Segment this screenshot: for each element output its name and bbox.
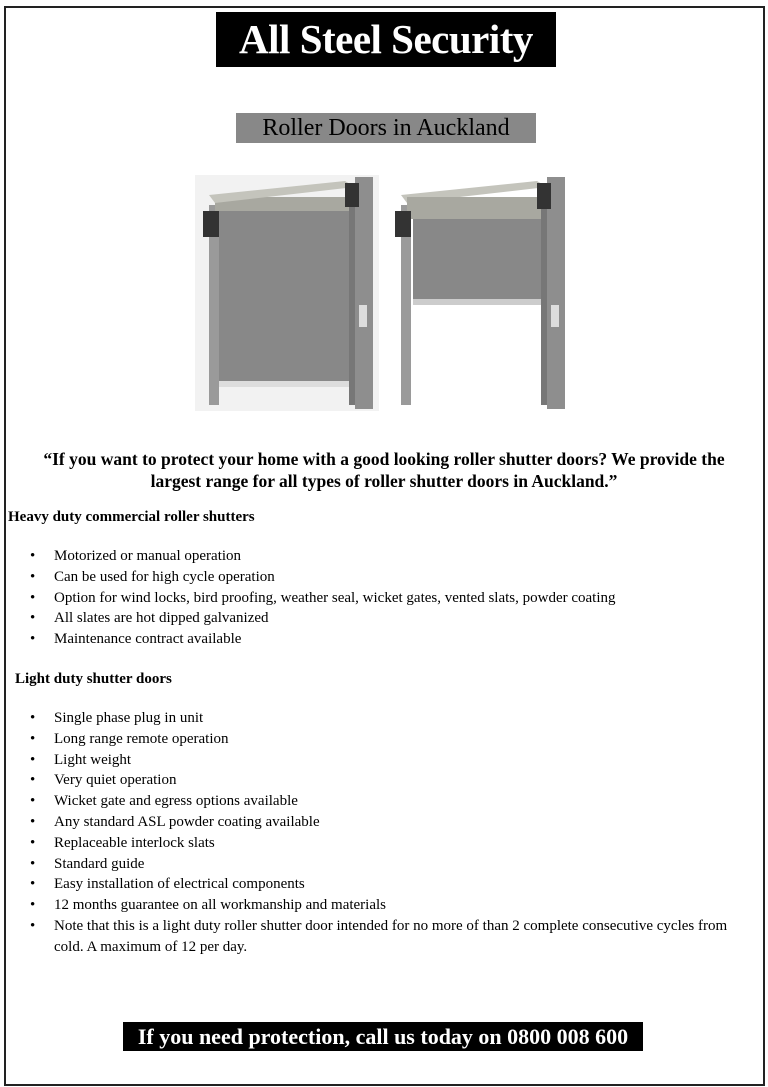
roller-door-open-image — [387, 175, 571, 411]
list-item: • Option for wind locks, bird proofing, weather seal, wicket gates, vented slats, powder coating — [30, 588, 734, 609]
list-item: • Long range remote operation — [30, 729, 734, 750]
list-item: • Motorized or manual operation — [30, 546, 734, 567]
list-item: • Single phase plug in unit — [30, 708, 734, 729]
list-item: • Wicket gate and egress options available — [30, 791, 734, 812]
light-duty-list — [30, 708, 734, 958]
heavy-duty-list — [30, 546, 734, 650]
page-title: All Steel Security — [216, 12, 556, 67]
page-subtitle: Roller Doors in Auckland — [236, 113, 536, 143]
list-item: • Any standard ASL powder coating available — [30, 812, 734, 833]
call-to-action-footer: If you need protection, call us today on 0800 008 600 — [123, 1022, 643, 1051]
list-item: • Note that this is a light duty roller shutter door intended for no more of than 2 complete consecutive cycles from cold. A maximum of 12 per day. — [30, 916, 734, 958]
list-item: • Can be used for high cycle operation — [30, 567, 734, 588]
list-item: • Standard guide — [30, 854, 734, 875]
list-item: • All slates are hot dipped galvanized — [30, 608, 734, 629]
list-item: • Replaceable interlock slats — [30, 833, 734, 854]
list-item: • Easy installation of electrical components — [30, 874, 734, 895]
list-item: • Very quiet operation — [30, 770, 734, 791]
roller-door-closed-image — [195, 175, 379, 411]
intro-quote: “If you want to protect your home with a good looking roller shutter doors? We provide the largest range for all types of roller shutter doors in Auckland.” — [43, 449, 725, 491]
list-item: • Maintenance contract available — [30, 629, 734, 650]
list-item: • Light weight — [30, 750, 734, 771]
heavy-duty-heading: Heavy duty commercial roller shutters — [8, 509, 255, 525]
list-item: • 12 months guarantee on all workmanship and materials — [30, 895, 734, 916]
light-duty-heading: Light duty shutter doors — [15, 671, 172, 687]
